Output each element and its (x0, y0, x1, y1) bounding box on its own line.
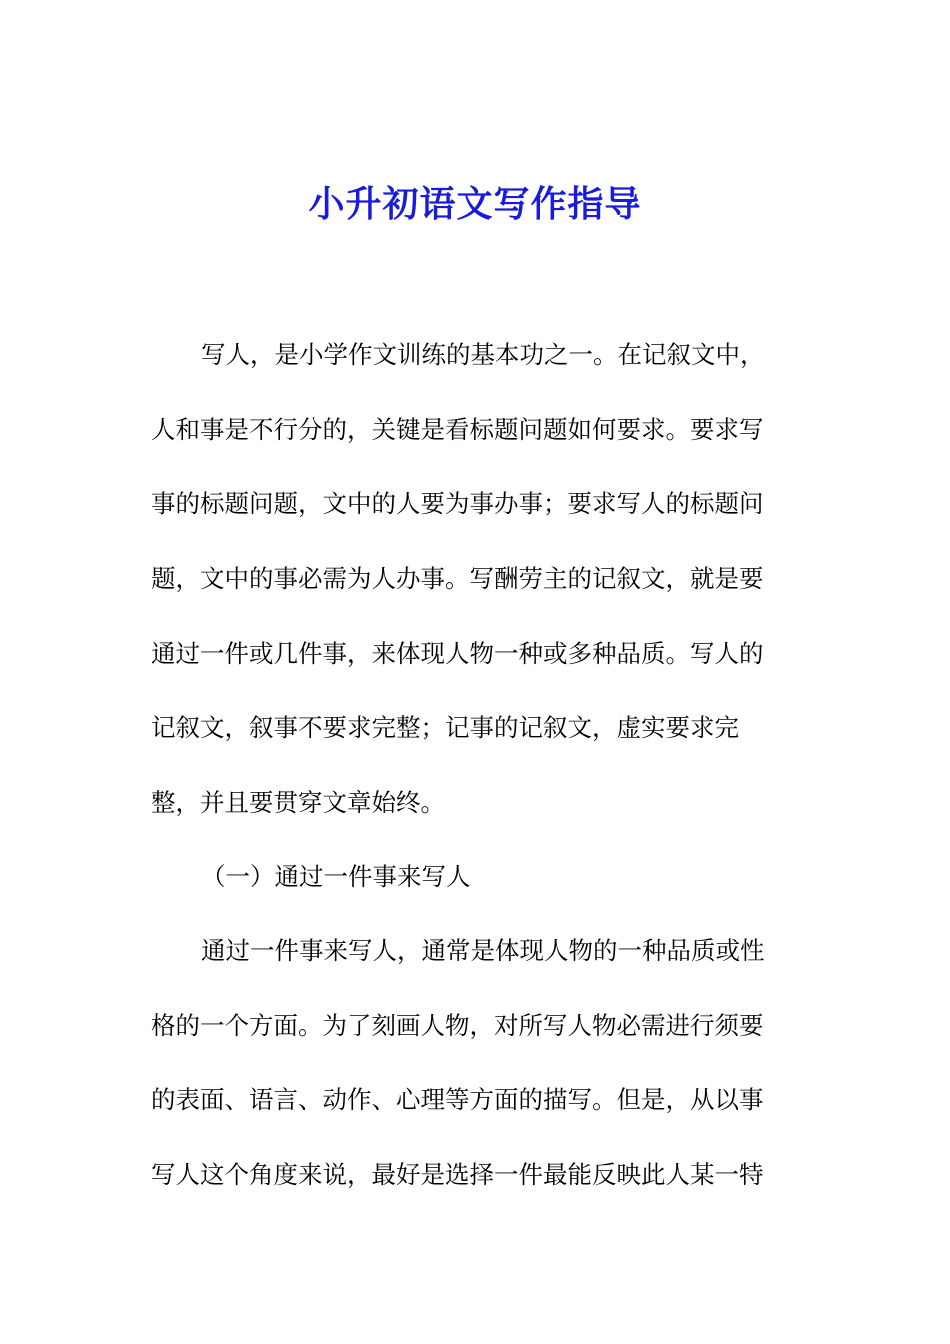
paragraph-1-line-1: 写人，是小学作文训练的基本功之一。在记叙文中， (201, 340, 765, 369)
paragraph-2-line-3: 的表面、语言、动作、心理等方面的描写。但是，从以事 (151, 1085, 764, 1114)
paragraph-1-line-7: 整，并且要贯穿文章始终。 (151, 788, 445, 817)
paragraph-1-line-6: 记叙文，叙事不要求完整；记事的记叙文，虚实要求完 (151, 713, 739, 742)
paragraph-1-line-2: 人和事是不行分的，关键是看标题问题如何要求。要求写 (151, 415, 764, 444)
paragraph-2-line-2: 格的一个方面。为了刻画人物，对所写人物必需进行须要 (151, 1011, 764, 1040)
paragraph-1-line-4: 题，文中的事必需为人办事。写酬劳主的记叙文，就是要 (151, 564, 764, 593)
paragraph-2-line-4: 写人这个角度来说，最好是选择一件最能反映此人某一特 (151, 1160, 764, 1189)
document-title: 小升初语文写作指导 (308, 183, 642, 225)
paragraph-2-line-1: 通过一件事来写人，通常是体现人物的一种品质或性 (201, 936, 765, 965)
section-heading: （一）通过一件事来写人 (201, 862, 471, 891)
paragraph-1-line-3: 事的标题问题，文中的人要为事办事；要求写人的标题问 (151, 489, 764, 518)
paragraph-1-line-5: 通过一件或几件事，来体现人物一种或多种品质。写人的 (151, 639, 764, 668)
